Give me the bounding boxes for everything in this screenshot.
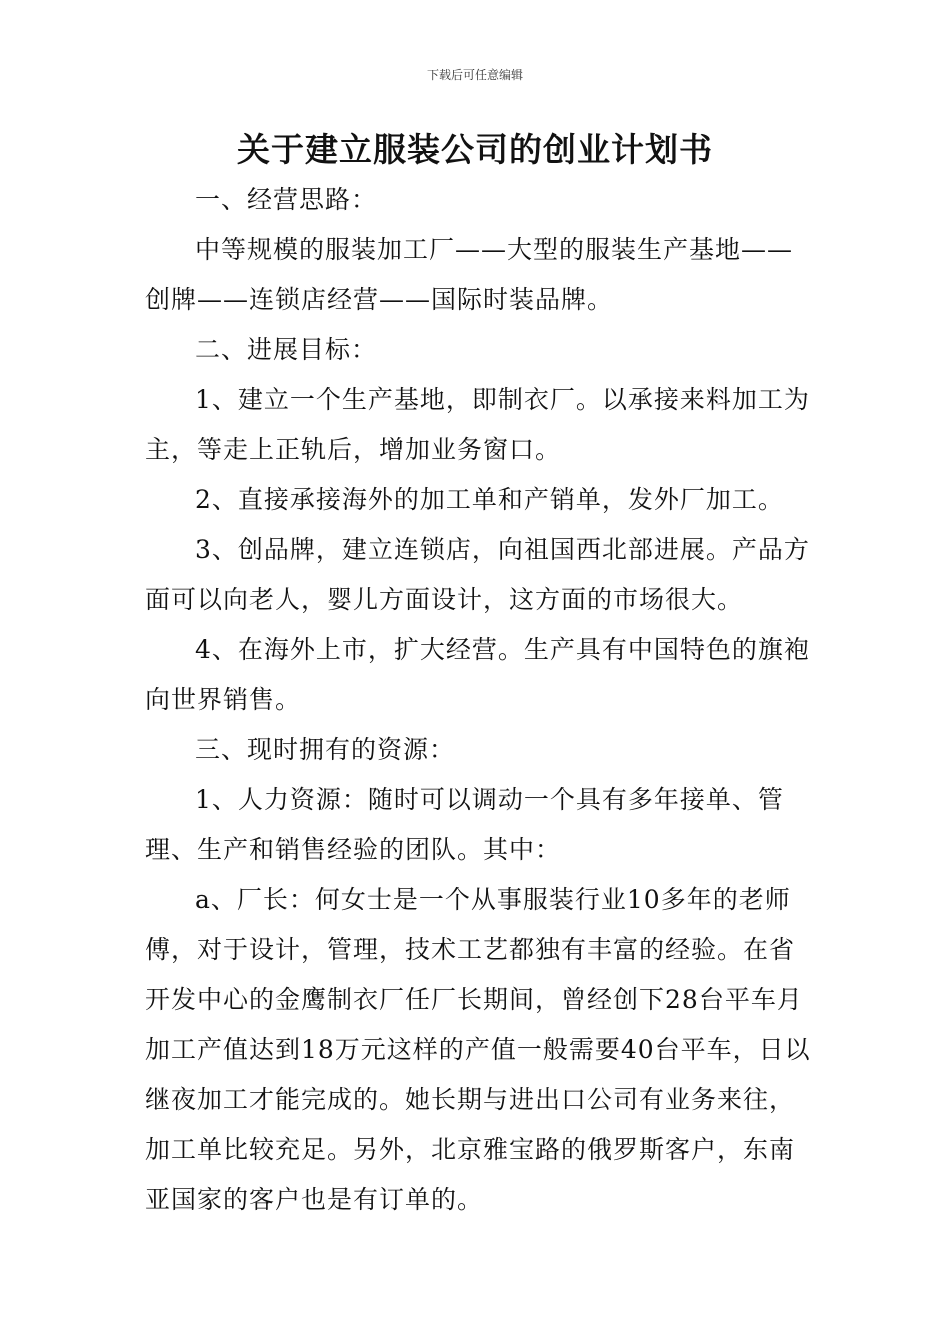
section-heading-2: 二、进展目标：	[195, 335, 378, 364]
paragraph-goal-2: 2、直接承接海外的加工单和产销单，发外厂加工。	[195, 485, 784, 514]
document-title: 关于建立服装公司的创业计划书	[237, 130, 713, 169]
document-body	[145, 175, 815, 1225]
paragraph-business-idea: 中等规模的服装加工厂——大型的服装生产基地——创牌——连锁店经营——国际时装品牌。	[145, 235, 794, 314]
paragraph-goal-3: 3、创品牌，建立连锁店，向祖国西北部进展。产品方面可以向老人，婴儿方面设计，这方面的市场很大。	[145, 535, 810, 614]
section-heading-1: 一、经营思路：	[195, 185, 378, 214]
paragraph-goal-4: 4、在海外上市，扩大经营。生产具有中国特色的旗袍向世界销售。	[145, 635, 810, 714]
section-heading-3: 三、现时拥有的资源：	[195, 735, 456, 764]
page-header: 下载后可任意编辑	[426, 68, 523, 82]
paragraph-goal-1: 1、建立一个生产基地，即制衣厂。以承接来料加工为主，等走上正轨后，增加业务窗口。	[145, 385, 810, 464]
paragraph-factory-director: a、厂长：何女士是一个从事服装行业10多年的老师傅，对于设计，管理，技术工艺都独有丰富的经验。在省开发中心的金鹰制衣厂任厂长期间，曾经创下28台平车月加工产值达到18万元这样的产值一般需要40台平车，日以继夜加工才能完成的。她长期与进出口公司有业务来往，加工单比较充足。另外，北京雅宝路的俄罗斯客户，东南亚国家的客户也是有订单的。	[145, 885, 811, 1214]
paragraph-resource-1: 1、人力资源：随时可以调动一个具有多年接单、管理、生产和销售经验的团队。其中：	[145, 785, 784, 864]
